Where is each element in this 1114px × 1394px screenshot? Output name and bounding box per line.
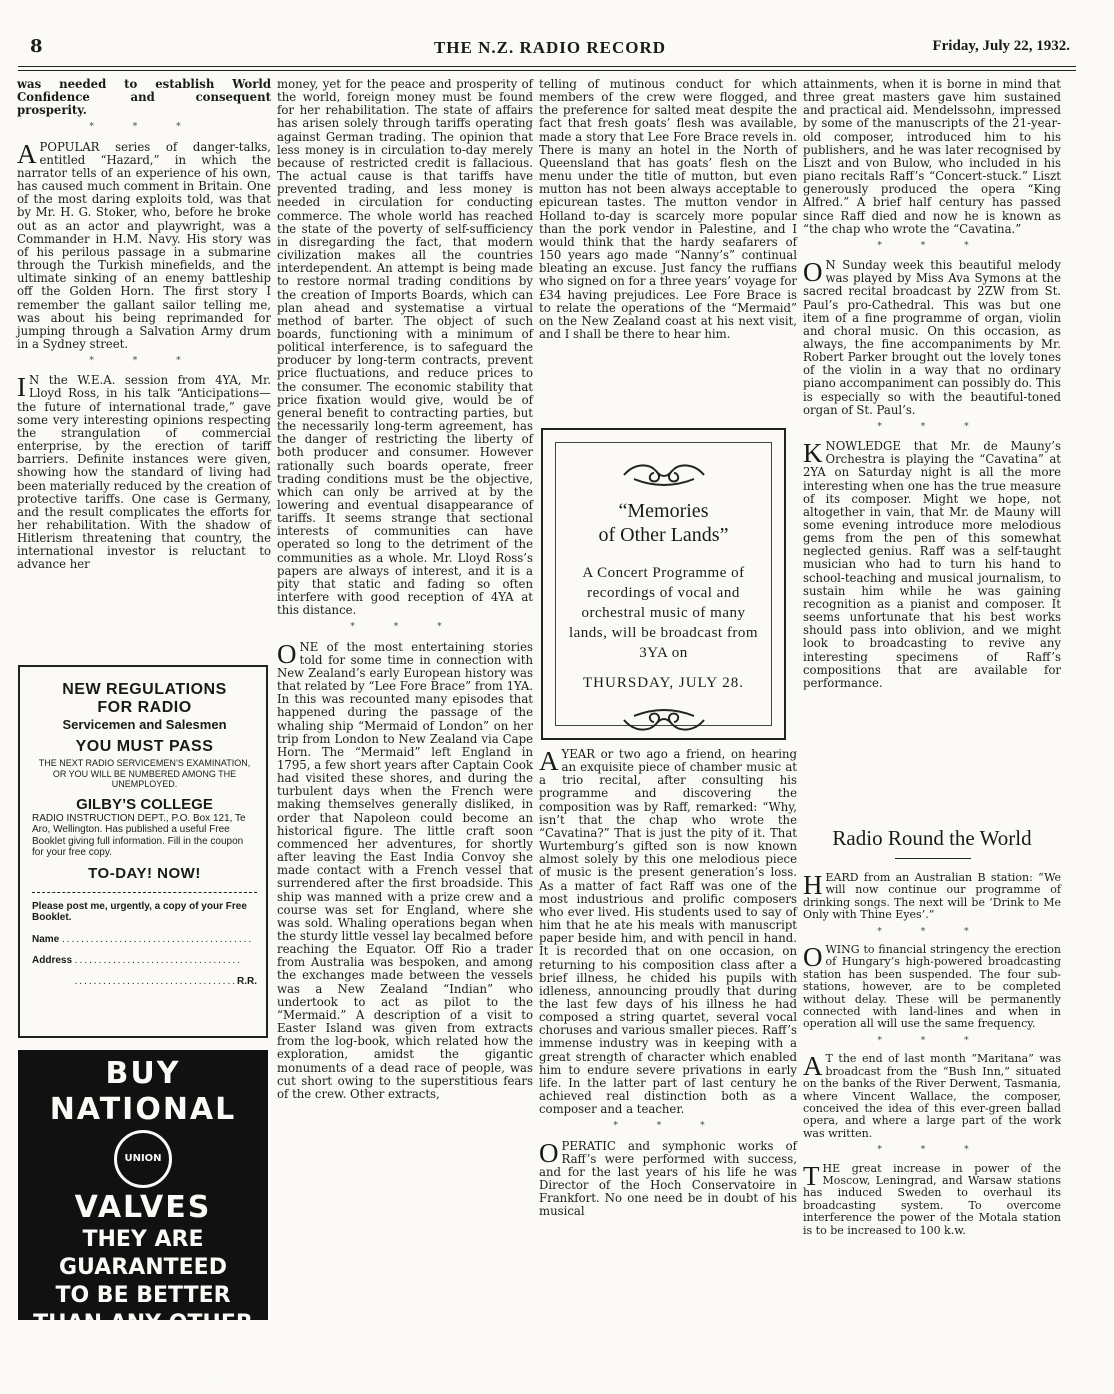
- news-item: [803, 1160, 1061, 1237]
- newspaper-title: THE N.Z. RADIO RECORD: [433, 38, 667, 57]
- college-dept: RADIO INSTRUCTION DEPT., P.O. Box 121, Te Aro, Wellington. Has published a useful Free Booklet giving full information. Fill in the coupon for your free copy.: [32, 812, 246, 858]
- ad-small-text: THE NEXT RADIO SERVICEMEN’S EXAMINATION, OR YOU WILL BE NUMBERED AMONG THE UNEMPLOYED.: [38, 758, 251, 789]
- news-item: [803, 872, 1061, 922]
- concert-description: A Concert Programme of recordings of vocal and orchestral music of many lands, will be broadcast from 3YA on: [568, 565, 759, 661]
- separator: * * *: [89, 356, 199, 367]
- separator: * * *: [350, 622, 460, 633]
- coupon-address-field[interactable]: Address ...................................: [32, 954, 243, 966]
- article-text: N the W.E.A. session from 4YA, Mr. Lloyd Ross, in his talk “Anticipations—the future of international trade,” gave some very interesting opinions respecting the strangulation of commercial enterprise, by the erection of tariff barriers. Definite instances were given, showing how the standard of living had been materially reduced by the creation of protective tariffs. One case is Germany, and the result complicates the efforts for her rehabilitation. With the shadow of Hitlerism threatening that country, the international investor is reluctant to advance her: [17, 373, 271, 572]
- drop-cap: H: [803, 870, 823, 900]
- header-rule: [18, 66, 1076, 67]
- separator: * * *: [877, 421, 987, 432]
- page-number: 8: [30, 36, 43, 57]
- article-operatic: [539, 1137, 797, 1219]
- valve-ad-line: GUARANTEED: [59, 1255, 227, 1280]
- valve-ad-buy: BUY: [105, 1056, 181, 1091]
- concert-title: “Memories of Other Lands”: [598, 500, 729, 546]
- article-text: telling of mutinous conduct for which members of the crew were flogged, and the preference for salted meat despite the fact that fresh goats’ flesh was available, made a story that Lee Fore Brace revels in. There is many an hotel in the North of Queensland that has goats’ flesh on the menu under the title of mutton, but even mutton has not been always acceptable to epicurean tastes. The mutton vendor in Holland to-day is scarcely more popular than the pork vendor in Palestine, and I would think that the hardy seafarers of 150 years ago made “Nanny’s” continual bleating an excuse. Just fancy the ruffians who signed on for a three years’ voyage for £34 having prejudices. Lee Fore Brace is to relate the operations of the “Mermaid” on the New Zealand coast at his next visit, and I shall be there to hear him.: [539, 77, 797, 341]
- separator: * * *: [877, 240, 987, 251]
- concert-date: THURSDAY, JULY 28.: [583, 675, 744, 691]
- drop-cap: O: [277, 638, 297, 669]
- drop-cap: A: [803, 1051, 823, 1082]
- continued-paragraph: was needed to establish World Confidence and consequent prosperity.: [17, 77, 271, 118]
- masthead: [30, 36, 1070, 58]
- drop-cap: O: [539, 1137, 559, 1168]
- section-heading-radio-round-the-world: Radio Round the World: [832, 826, 1032, 850]
- drop-cap: A: [17, 138, 37, 169]
- article-text: T the end of last month “Maritana” was broadcast from the “Bush Inn,” situated on the banks of the River Derwent, Tasmania, where Vincent Wallace, the composer, conceived the idea of this ever-green ballad opera, and where a large part of the work was written.: [803, 1052, 1061, 1140]
- article-text: PERATIC and symphonic works of Raff’s were performed with success, and for the last years of his life he was Director of the Hoch Conservatoire in Frankfort. No one need be in doubt of his musical: [539, 1138, 797, 1219]
- column-2: [277, 78, 533, 1103]
- concert-programme-box: [541, 428, 786, 740]
- union-logo-icon: UNION: [114, 1130, 172, 1188]
- article-text: EARD from an Australian B station: “We will now continue our programme of drinking songs. The next will be ‘Drink to Me Only with Thine Eyes’.”: [803, 871, 1061, 922]
- valve-ad-line: THEY ARE: [82, 1227, 204, 1252]
- column-3-lower: [539, 748, 797, 1220]
- separator: * * *: [877, 1035, 987, 1046]
- valve-ad-brand: NATIONAL: [49, 1092, 237, 1127]
- drop-cap: K: [803, 438, 823, 469]
- column-4: [803, 78, 1061, 692]
- college-advertisement: [18, 665, 268, 1038]
- article-text: POPULAR series of danger-talks, entitled “Hazard,” in which the narrator tells of an experience of his own, has caused much comment in Britain. One of the most daring exploits told, was that by Mr. H. G. Stoker, who, before he broke out as an actor and playwright, was a Commander in H.M. Navy. His story was of his perilous passage in a submarine through the Turkish minefields, and the ultimate sinking of an enemy battleship off the Golden Horn. The first story I remember the gallant sailor telling me, was about his being reprimanded for jumping through a Salvation Army drum in a Sydney street.: [17, 139, 271, 351]
- article-text: NOWLEDGE that Mr. de Mauny’s Orchestra is playing the “Cavatina” at 2YA on Saturday night is all the more interesting when one has the true measure of its composer. Might we hope, not altogether in vain, that Mr. de Mauny will some evening introduce more melodious gems from the pen of this somewhat neglected genius. Raff was a self-taught musician who had to turn his hand to school-teaching and musical journalism, to sustain him while he was gaining recognition as a pianist and composer. It seems unfortunate that his best works should pass into oblivion, and we might look to broadcasting to revive any interesting specimens of Raff’s compositions that are available for performance.: [803, 439, 1061, 690]
- flourish-ornament-icon: [614, 706, 714, 734]
- issue-date: Friday, July 22, 1932.: [932, 38, 1070, 54]
- drop-cap: A: [539, 746, 559, 776]
- ad-headline: NEW REGULATIONS: [62, 681, 227, 698]
- drop-cap: O: [803, 257, 823, 288]
- valve-ad-line: RADIO VALVE: [61, 1339, 225, 1364]
- article-text: attainments, when it is borne in mind that three great masters gave him sustained and practical aid. Mendelssohn, impressed by some of the manuscripts of the 21-year-old composer, introduced him to his publishers, and he was later recognised by Liszt and von Bulow, who included in his piano recitals Raff’s “Concert-stuck.” Liszt generously produced the opera “King Alfred.” A brief half century has passed since Raff died and now he is known as “the chap who wrote the “Cavatina.”: [803, 77, 1061, 236]
- header-rule-thin: [18, 70, 1076, 71]
- concert-inner-frame: [555, 442, 772, 726]
- valve-ad-valves: VALVES: [74, 1190, 212, 1225]
- article-text: YEAR or two ago a friend, on hearing an exquisite piece of chamber music at a trio recital, after consulting his programme and discovering the composition was by Raff, remarked: “Why, isn’t that the chap who wrote the “Cavatina?” That is just the pity of it. That Wurtemburg’s gifted son is now known almost solely by this one melodious piece of music is the present generation’s loss. As a matter of fact Raff was one of the most industrious and prolific composers who ever lived. His students used to say of him that he ate his meals with manuscript paper beside him, and with pencil in hand. It is recorded that on one occasion, on returning to his composition class after a brief illness, he chided his pupils with idleness, announcing proudly that during the last few days of his illness he had composed a string quartet, several vocal choruses and various smaller pieces. Raff’s immense industry was in keeping with a great strength of character which enabled him to endure severe privations in early life. In the latter part of last century he achieved real distinction both as a composer and a teacher.: [539, 747, 797, 1117]
- ad-must-pass: YOU MUST PASS: [75, 738, 214, 755]
- name-label: Name: [32, 933, 60, 945]
- drop-cap: I: [17, 372, 26, 403]
- column-1: [17, 78, 271, 574]
- separator: * * *: [89, 122, 199, 133]
- coupon-name-field[interactable]: Name ........................................: [32, 933, 254, 945]
- valve-ad-line: THAN ANY OTHER: [33, 1311, 253, 1336]
- article-text: HE great increase in power of the Moscow, Leningrad, and Warsaw stations has induced Sweden to overhaul its broadcasting system. To overcome interference the power of the Motala station is to be increased to 100 k.w.: [803, 1161, 1061, 1237]
- radio-round-the-world-column: [803, 872, 1061, 1239]
- separator: * * *: [877, 926, 987, 937]
- ad-call-to-action: TO-DAY! NOW!: [88, 864, 201, 882]
- article-text: WING to financial stringency the erection of Hungary’s high-powered broadcasting station has been suspended. The four sub-stations, however, are to be completed without delay. These will be permanently connected with land-lines and when in operation all will use the same frequency.: [803, 943, 1061, 1031]
- article-hazard: [17, 138, 271, 352]
- coupon-code: ..................................R.R.: [74, 975, 257, 987]
- heading-rule: [895, 858, 971, 859]
- article-sunday-recital: [803, 259, 1061, 417]
- article-text: money, yet for the peace and prosperity of the world, foreign money must be found for her rehabilitation. The state of affairs has arisen solely through tariffs operating against German trading. The opinion that less money is in circulation to-day merely because of restricted credit is fallacious. The actual cause is that tariffs have prevented trading, and less money is needed in circulation for conducting commerce. The whole world has reached the state of the poverty of self-sufficiency in disregarding the fact, that modern civilization makes all the countries interdependent. An attempt is being made to restore normal trading conditions by the creation of Imports Boards, which can plan ahead and systematise a virtual method of barter. The object of such boards, functioning with a minimum of political interference, is to safeguard the producer by long-term contracts, prevent price fluctuations, and reduce prices to the consumer. The economic stability that price fixation would give, would be of general benefit to contracting parties, but the necessarily long-term agreement, has the danger of restricting the liberty of both producer and consumer. However rationally such boards operate, freer trading conditions must be the objective, which can only be arrived at by the lowering and eventual disappearance of tariffs. It seems strange that sectional interests of communities can have operated so long to the detriment of the communities as a whole. Mr. Lloyd Ross’s papers are always of interest, and it is a pity that static and fading so often interfere with good reception of 4YA at this distance.: [277, 77, 533, 618]
- article-de-mauny: [803, 440, 1061, 690]
- coupon-divider: [32, 892, 257, 893]
- ad-headline-2: FOR RADIO: [97, 699, 192, 716]
- separator: * * *: [613, 1121, 723, 1132]
- article-text: NE of the most entertaining stories told for some time in connection with New Zealand’s early European history was that related by “Lee Fore Brace” from 1YA. In this was recounted many episodes that happened during the passage of the whaling ship “Mermaid of London” on her trip from London to New Zealand via Cape Horn. The “Mermaid” left England in 1795, a few short years after Captain Cook had visited these shores, and during the turbulent days when the French were making themselves generally disliked, in order that Napoleon could become an historical figure. The little craft soon commenced her adventures, for shortly after leaving the East India Convoy she made contact with a French vessel that surrendered after the first broadside. This ship was manned with a prize crew and a course was set for England, where she was sold. Whaling operations began when the sturdy little vessel lay becalmed before reaching the Equator. Off Rio a trader from Australia was bespoken, and among the exchanges made between the vessels was a New Zealand “Indian” who undertook to act as pilot to the “Mermaid.” A description of a visit to Easter Island was given from extracts from the log-book, which related how the exploration, amidst the gigantic monuments of a dead race of people, was cut short owing to the superstitious fears of the crew. Other extracts,: [277, 639, 533, 1101]
- valve-ad-line: ON THE MARKET: [41, 1367, 245, 1392]
- college-name: GILBY’S COLLEGE: [76, 795, 213, 813]
- drop-cap: O: [803, 942, 823, 973]
- valve-ad-line: TO BE BETTER: [55, 1283, 231, 1308]
- separator: * * *: [877, 1145, 987, 1156]
- coupon-text: Please post me, urgently, a copy of your Free Booklet.: [32, 900, 247, 923]
- flourish-ornament-icon: [614, 461, 714, 489]
- article-lee-fore-brace: [277, 638, 533, 1101]
- drop-cap: T: [803, 1160, 820, 1191]
- news-item: [803, 944, 1061, 1031]
- article-wea: [17, 374, 271, 571]
- news-item: [803, 1053, 1061, 1140]
- article-raff: [539, 748, 797, 1116]
- ad-subhead: Servicemen and Salesmen: [62, 717, 227, 732]
- address-label: Address: [32, 954, 73, 966]
- national-union-valves-advertisement: [18, 1050, 268, 1392]
- column-3: [539, 78, 797, 343]
- article-text: N Sunday week this beautiful melody was played by Miss Ava Symons at the sacred recital broadcast by 2ZW from St. Paul’s pro-Cathedral. This was but one item of a fine programme of organ, violin and choral music. On this occasion, as always, the fine accompaniments by Mr. Robert Parker brought out the lovely tones of the violin in a way that no ordinary piano accompaniment can possibly do. This is especially so with the beautiful-toned organ of St. Paul’s.: [803, 258, 1061, 417]
